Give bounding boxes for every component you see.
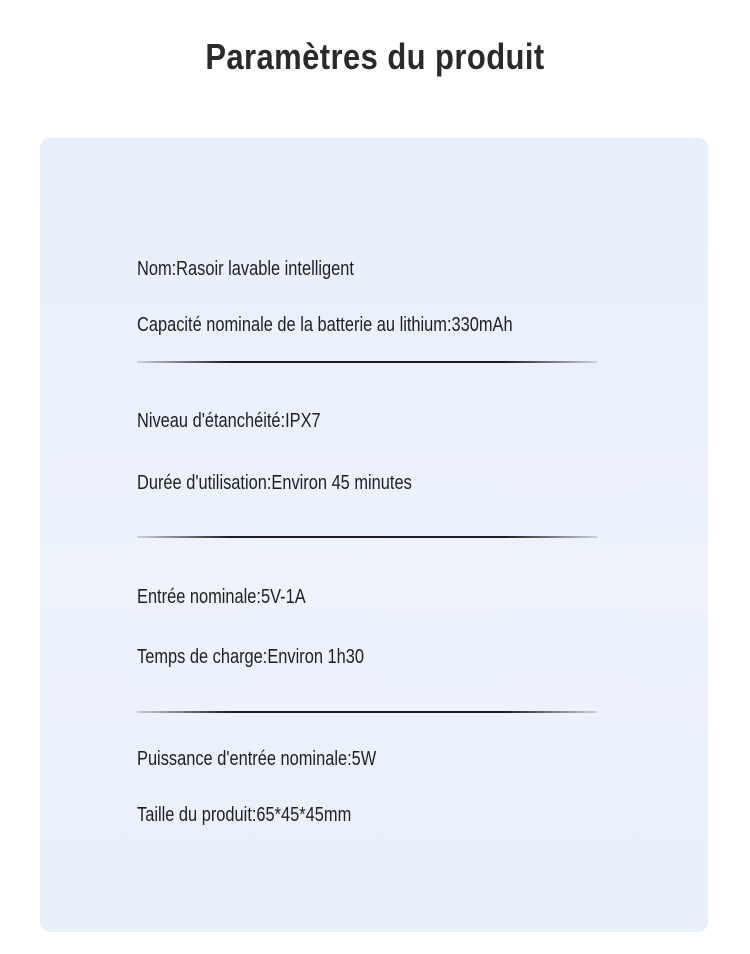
divider — [137, 711, 597, 713]
divider — [137, 536, 597, 538]
spec-usage-duration: Durée d'utilisation:Environ 45 minutes — [137, 472, 412, 494]
page-title: Paramètres du produit — [205, 36, 545, 77]
spec-name: Nom:Rasoir lavable intelligent — [137, 258, 354, 280]
spec-product-size: Taille du produit:65*45*45mm — [137, 804, 352, 826]
spec-rated-power: Puissance d'entrée nominale:5W — [137, 748, 377, 770]
spec-battery-capacity: Capacité nominale de la batterie au lithium:330mAh — [137, 314, 513, 336]
spec-rated-input: Entrée nominale:5V-1A — [137, 586, 306, 608]
divider — [137, 361, 597, 363]
spec-waterproof-level: Niveau d'étanchéité:IPX7 — [137, 410, 321, 432]
spec-charge-time: Temps de charge:Environ 1h30 — [137, 646, 365, 668]
